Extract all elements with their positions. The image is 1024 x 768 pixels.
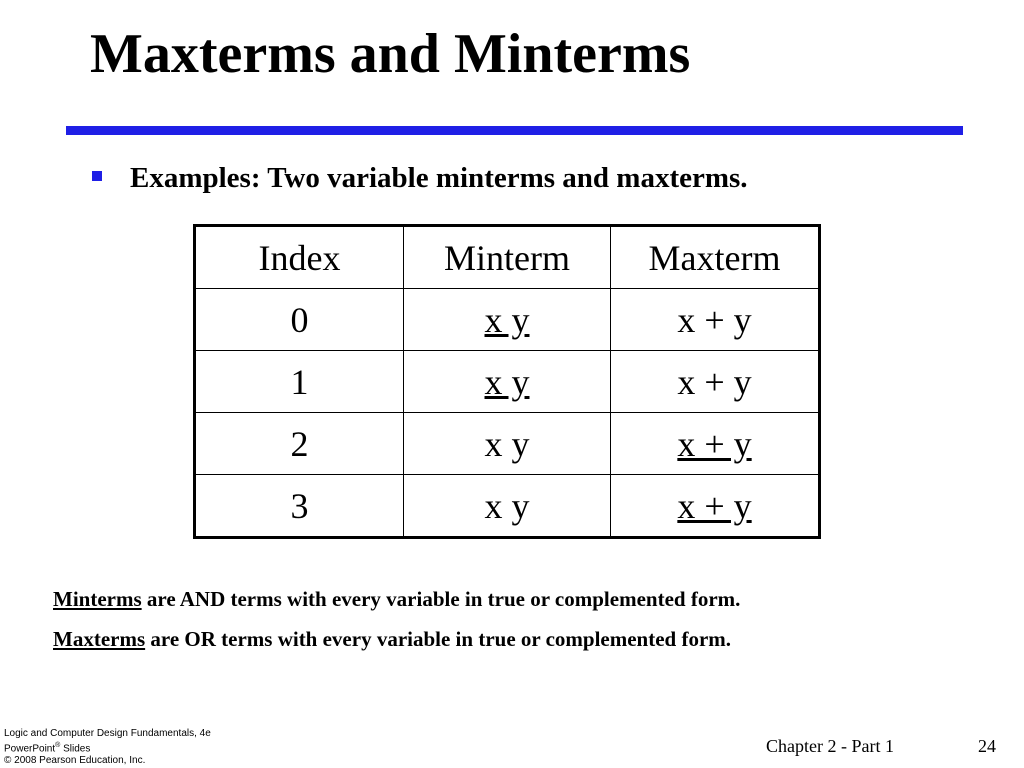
minterms-definition-text: are AND terms with every variable in true or complemented form. (141, 587, 741, 611)
index-cell: 1 (195, 351, 404, 413)
bullet-item (92, 162, 748, 195)
footer-chapter: Chapter 2 - Part 1 (766, 736, 894, 756)
maxterm-cell (611, 289, 820, 351)
table-row (195, 475, 820, 538)
bullet-text: Examples: Two variable minterms and maxterms. (130, 162, 748, 194)
minterms-definition (53, 587, 740, 612)
index-cell: 3 (195, 475, 404, 538)
minterm-term: x y (484, 485, 530, 526)
footer-slides-suffix: Slides (60, 743, 91, 755)
footer-slides-line (4, 740, 211, 755)
maxterms-definition-text: are OR terms with every variable in true or complemented form. (145, 627, 732, 651)
registered-mark: ® (55, 742, 61, 749)
index-cell: 2 (195, 413, 404, 475)
table-row (195, 413, 820, 475)
square-bullet-icon (92, 171, 102, 181)
maxterm-cell (611, 475, 820, 538)
minterms-keyword: Minterms (53, 587, 142, 611)
header-minterm: Minterm (404, 226, 611, 289)
index-cell: 0 (195, 289, 404, 351)
maxterms-definition (53, 627, 731, 652)
page-number: 24 (978, 736, 996, 756)
table-header-row (195, 226, 820, 289)
minterm-cell (404, 475, 611, 538)
maxterm-cell (611, 413, 820, 475)
header-maxterm: Maxterm (611, 226, 820, 289)
minterm-term: x y (484, 423, 530, 464)
maxterm-cell (611, 351, 820, 413)
maxterm-term: x + y (677, 299, 752, 340)
minterm-term: x y (484, 361, 530, 402)
maxterms-keyword: Maxterms (53, 627, 146, 651)
maxterm-term: x + y (677, 361, 752, 402)
footer-slides-prefix: PowerPoint (4, 743, 56, 755)
minterm-cell (404, 413, 611, 475)
table-row (195, 289, 820, 351)
slide-title: Maxterms and Minterms (90, 23, 691, 85)
minterm-term: x y (484, 299, 530, 340)
minterm-cell (404, 351, 611, 413)
minterm-maxterm-table (193, 224, 821, 539)
header-index: Index (195, 226, 404, 289)
footer-copyright: © 2008 Pearson Education, Inc. (4, 755, 146, 767)
footer-book-title: Logic and Computer Design Fundamentals, 4e (4, 728, 211, 739)
maxterm-term: x + y (677, 423, 752, 464)
footer-credits (4, 728, 211, 767)
minterm-cell (404, 289, 611, 351)
table-row (195, 351, 820, 413)
title-divider (66, 126, 963, 135)
maxterm-term: x + y (677, 485, 752, 526)
